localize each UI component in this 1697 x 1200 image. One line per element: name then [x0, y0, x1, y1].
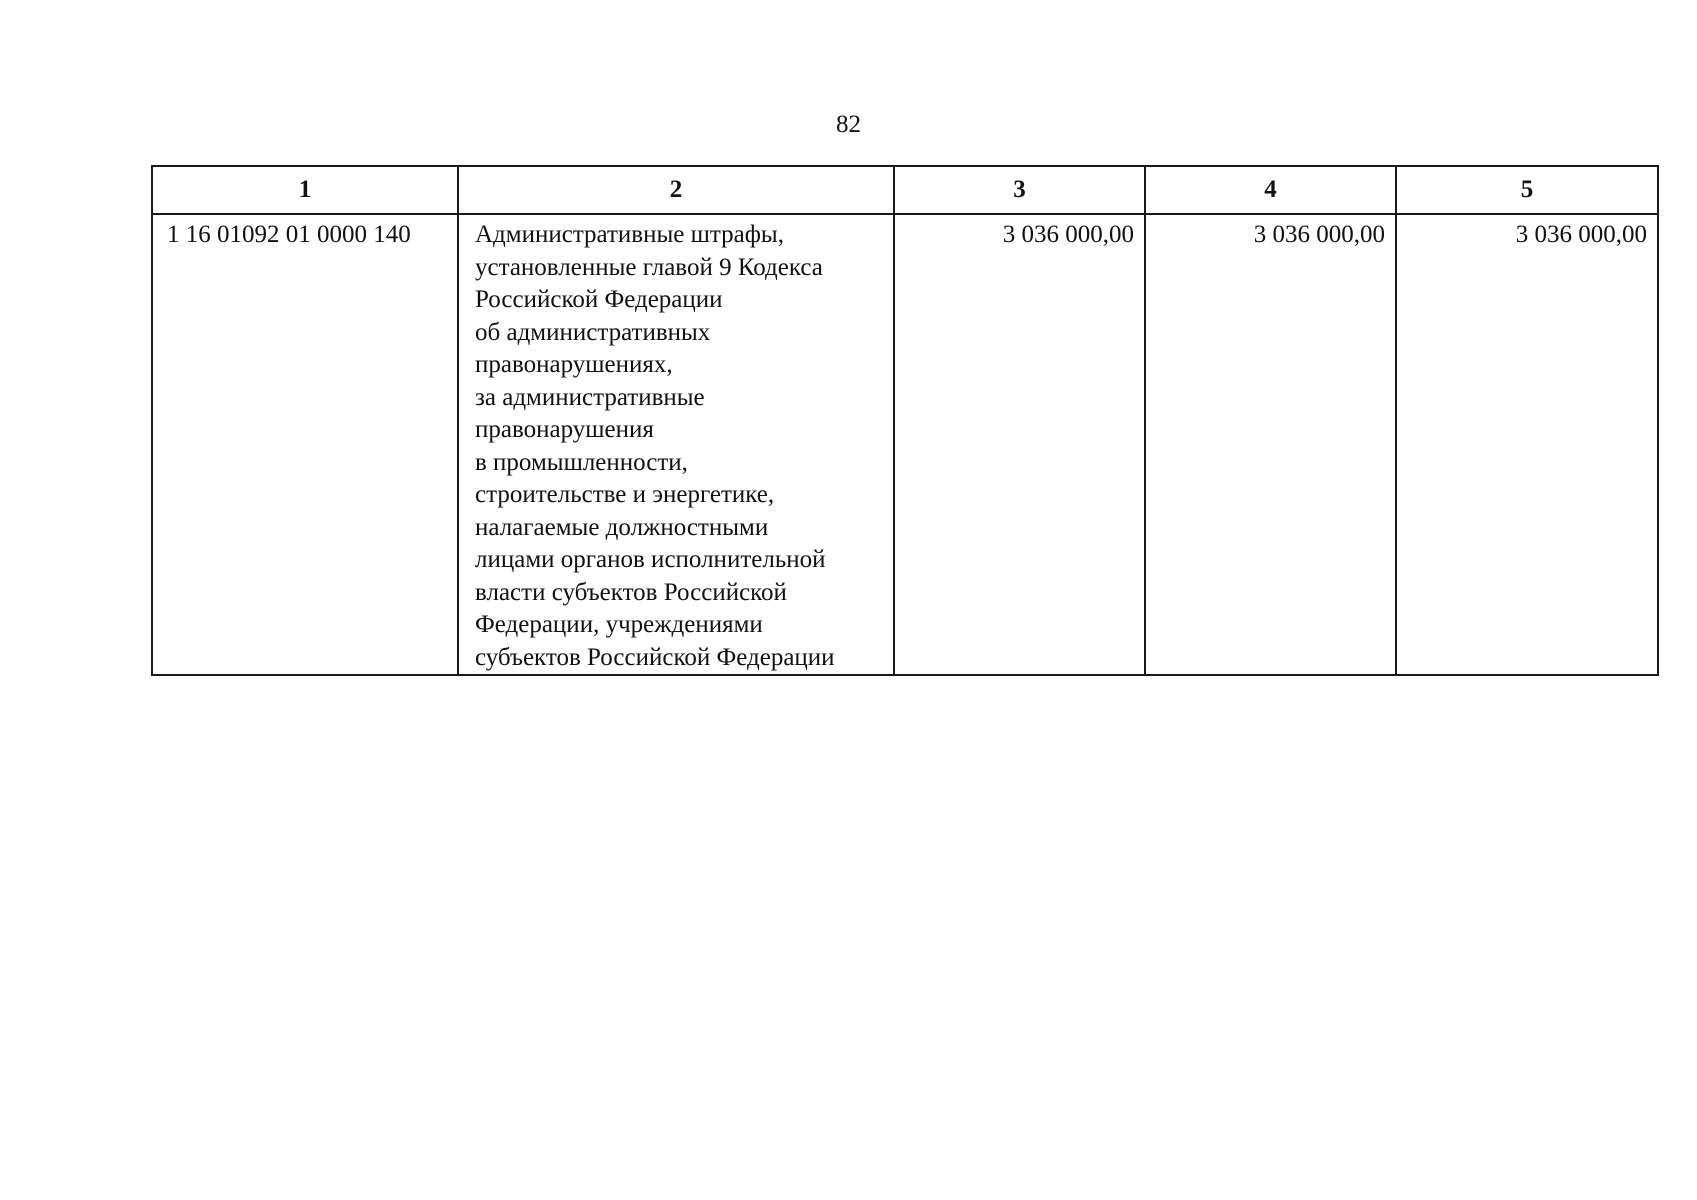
- description-line: правонарушениях,: [475, 351, 673, 378]
- column-header-5: 5: [1396, 166, 1658, 214]
- amount-column-3: 3 036 000,00: [894, 214, 1145, 675]
- table-row: [152, 214, 1658, 675]
- description-line: Российской Федерации: [475, 286, 723, 313]
- description-line: Федерации, учреждениями: [475, 611, 763, 638]
- description-line: строительстве и энергетике,: [475, 481, 775, 508]
- revenue-description: [458, 214, 894, 675]
- column-header-1: 1: [152, 166, 458, 214]
- table-header-row: [152, 166, 1658, 214]
- page-number: 82: [836, 111, 861, 138]
- description-line: об административных: [475, 318, 711, 346]
- amount-column-4: 3 036 000,00: [1145, 214, 1396, 675]
- description-line: лицами органов исполнительной: [475, 546, 826, 573]
- column-header-2: 2: [458, 166, 894, 214]
- description-line: за административные: [475, 383, 705, 411]
- description-line: налагаемые должностными: [475, 513, 769, 541]
- description-line: в промышленности,: [475, 448, 688, 476]
- description-line: установленные главой 9 Кодекса: [475, 253, 823, 281]
- description-line: Административные штрафы,: [475, 221, 784, 248]
- column-header-4: 4: [1145, 166, 1396, 214]
- description-line: субъектов Российской Федерации: [475, 643, 835, 671]
- description-line: правонарушения: [475, 416, 654, 443]
- description-line: власти субъектов Российской: [475, 578, 787, 606]
- column-header-3: 3: [894, 166, 1145, 214]
- budget-table: [151, 165, 1659, 676]
- amount-column-5: 3 036 000,00: [1396, 214, 1658, 675]
- budget-classification-code: 1 16 01092 01 0000 140: [152, 214, 458, 675]
